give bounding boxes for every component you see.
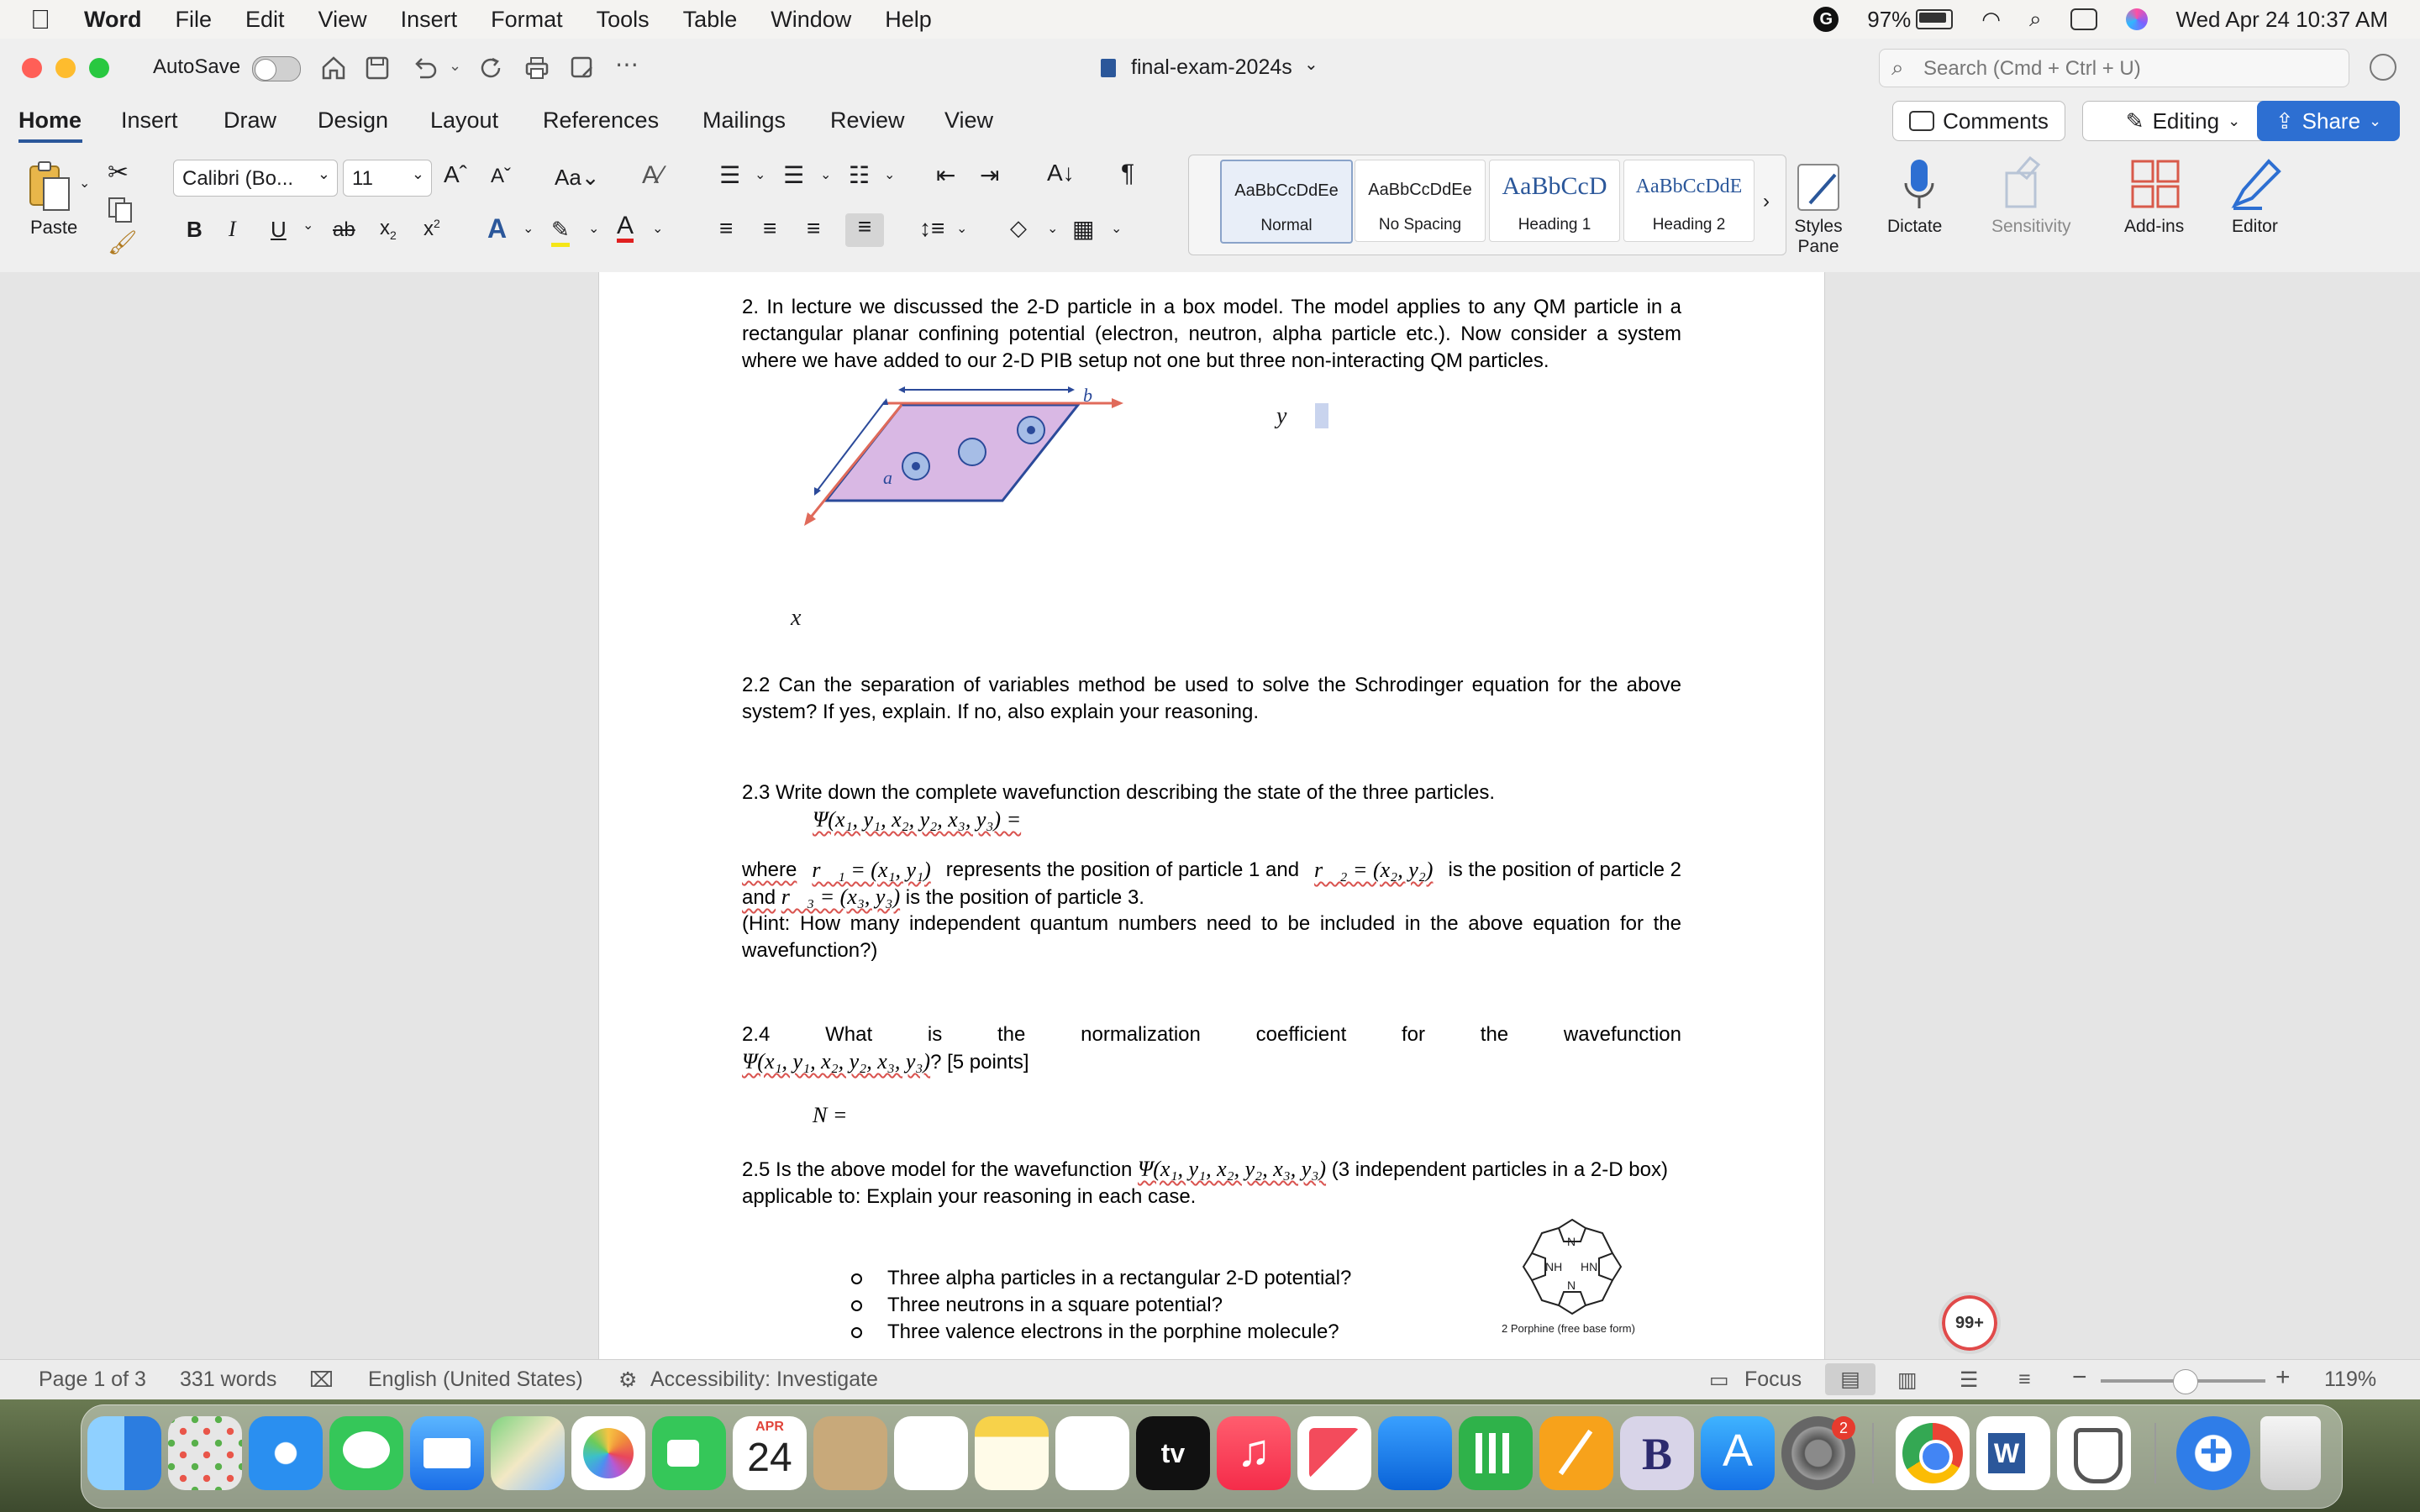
web-layout-view-icon[interactable]: ▥ bbox=[1897, 1368, 1918, 1392]
question-2-text[interactable]: 2. In lecture we discussed the 2-D particle in a box model. The model applies to any QM particle in a rectangular planar confining potential (electron, neutron, alpha particle etc.). Now consider a system where we have added to our 2-D PIB setup not one but three non-interacting QM particles. bbox=[742, 296, 1681, 372]
trash-icon[interactable] bbox=[2260, 1416, 2321, 1490]
superscript-icon[interactable]: $x^2$ bbox=[424, 217, 440, 240]
question-2-3-text[interactable]: 2.3 Write down the complete wavefunction describing the state of the three particles. bbox=[742, 781, 1496, 804]
menu-app-name[interactable]: Word bbox=[64, 6, 122, 32]
share-chevron-down-icon: ⌄ bbox=[2369, 112, 2382, 129]
r3-vector: r⃗₃ = (x₃, y₃) bbox=[781, 885, 901, 909]
menu-format[interactable]: Format bbox=[471, 6, 543, 32]
save-icon[interactable] bbox=[363, 54, 392, 82]
word-count[interactable]: 331 words bbox=[180, 1368, 277, 1391]
clock-datetime[interactable]: Wed Apr 24 10:37 AM bbox=[2175, 6, 2388, 32]
question-2-3-where-line1[interactable] bbox=[742, 857, 1681, 884]
figure-label-a: a bbox=[883, 467, 892, 488]
document-page[interactable] bbox=[598, 272, 1984, 1359]
grammarly-badge[interactable] bbox=[1939, 1292, 2001, 1354]
paste-dropdown-icon[interactable]: ⌄ bbox=[79, 176, 91, 191]
question-2-5-text[interactable] bbox=[742, 1156, 1681, 1210]
apple-tv-icon[interactable] bbox=[1136, 1416, 1210, 1490]
style-heading-1-preview: AaBbCcD bbox=[1502, 172, 1607, 200]
font-size-select[interactable] bbox=[343, 160, 432, 197]
porphine-caption: 2 Porphine (free base form) bbox=[1502, 1322, 1635, 1335]
font-color-icon[interactable]: A bbox=[617, 213, 634, 243]
add-ins-label[interactable]: Add-ins bbox=[2124, 217, 2185, 236]
multilevel-dropdown-icon[interactable]: ⌄ bbox=[884, 168, 896, 182]
q25-part-a: 2.5 Is the above model for the wavefunction bbox=[742, 1158, 1133, 1181]
where-text-3: is the position of particle 3. bbox=[905, 886, 1144, 909]
bullet-item[interactable] bbox=[851, 1292, 1351, 1319]
r2-vector: r⃗₂ = (x₂, y₂) bbox=[1314, 858, 1434, 882]
numbering-dropdown-icon[interactable]: ⌄ bbox=[820, 168, 832, 182]
news-icon[interactable] bbox=[1297, 1416, 1371, 1490]
bullet-text-alpha: Three alpha particles in a rectangular 2-D potential? bbox=[887, 1267, 1352, 1289]
underline-icon[interactable]: U bbox=[271, 217, 287, 242]
word-icon[interactable]: W bbox=[1976, 1416, 2050, 1490]
facetime-icon[interactable] bbox=[652, 1416, 726, 1490]
style-normal-preview: AaBbCcDdEe bbox=[1234, 181, 1339, 200]
sensitivity-icon[interactable] bbox=[2002, 156, 2052, 210]
question-2-3-psi[interactable]: Ψ(x₁, y₁, x₂, y₂, x₃, y₃) = bbox=[813, 807, 1022, 832]
style-normal[interactable] bbox=[1220, 160, 1353, 244]
dictate-label[interactable]: Dictate bbox=[1887, 217, 1943, 236]
text-effects-icon[interactable]: A bbox=[487, 213, 508, 244]
reminders-icon[interactable] bbox=[894, 1416, 968, 1490]
menu-help[interactable]: Help bbox=[865, 6, 912, 32]
styles-pane-icon[interactable] bbox=[1795, 160, 1845, 213]
porphine-n-bottom-label: N bbox=[1567, 1278, 1576, 1292]
bullet-item[interactable] bbox=[851, 1265, 1351, 1292]
font-name-select[interactable] bbox=[173, 160, 338, 197]
search-icon: ⌕ bbox=[1891, 55, 1904, 80]
figure-label-y: y bbox=[1276, 403, 1287, 429]
paste-icon[interactable] bbox=[25, 160, 76, 213]
tab-view[interactable]: View bbox=[944, 108, 994, 133]
bullet-circle-icon bbox=[851, 1300, 862, 1311]
justify-icon[interactable]: ≡ bbox=[845, 213, 884, 247]
proofing-icon[interactable]: ⌧ bbox=[309, 1368, 334, 1392]
contacts-icon[interactable] bbox=[813, 1416, 887, 1490]
underline-dropdown-icon[interactable]: ⌄ bbox=[302, 218, 314, 233]
change-case-icon[interactable]: Aa⌄ bbox=[555, 165, 600, 190]
grammarly-icon[interactable]: G bbox=[1813, 7, 1839, 32]
calendar-day: 24 bbox=[747, 1436, 792, 1480]
q24-points: ? [5 points] bbox=[930, 1051, 1029, 1074]
question-2-3-where-line2[interactable] bbox=[742, 884, 1681, 911]
increase-indent-icon[interactable]: ⇥ bbox=[980, 162, 1000, 188]
question-2-4-line2[interactable] bbox=[742, 1048, 1681, 1076]
question-2-2-text[interactable]: 2.2 Can the separation of variables method be used to solve the Schrodinger equation for the above system? If yes, explain. If no, also explain your reasoning. bbox=[742, 674, 1681, 723]
tab-review[interactable]: Review bbox=[830, 108, 905, 133]
bullet-list bbox=[851, 1265, 1351, 1346]
bullet-circle-icon bbox=[851, 1327, 862, 1338]
copy-icon[interactable] bbox=[106, 195, 134, 223]
wifi-icon[interactable]: ◠ bbox=[1981, 6, 2001, 32]
home-icon[interactable] bbox=[319, 54, 348, 82]
title-chevron-down-icon[interactable]: ⌄ bbox=[1304, 55, 1318, 74]
document-canvas[interactable] bbox=[0, 272, 2420, 1359]
tab-references[interactable]: References bbox=[543, 108, 660, 133]
tab-draw[interactable]: Draw bbox=[224, 108, 277, 133]
tab-home[interactable]: Home bbox=[18, 108, 82, 133]
styles-next-icon[interactable]: › bbox=[1763, 190, 1770, 213]
zoom-in-icon[interactable]: + bbox=[2275, 1363, 2291, 1391]
style-no-spacing-preview: AaBbCcDdEe bbox=[1368, 181, 1472, 199]
font-size-value: 11 bbox=[352, 167, 373, 190]
style-heading-1-name: Heading 1 bbox=[1518, 216, 1591, 234]
print-icon[interactable] bbox=[523, 54, 551, 82]
battery-icon[interactable] bbox=[1916, 9, 1953, 29]
multilevel-list-icon[interactable]: ☷ bbox=[849, 162, 871, 188]
pib-diagram bbox=[801, 380, 1154, 620]
editor-label[interactable]: Editor bbox=[2232, 217, 2278, 236]
figure-label-x: x bbox=[791, 605, 802, 631]
dock-divider-2 bbox=[2154, 1423, 2156, 1483]
photos-icon[interactable] bbox=[571, 1416, 645, 1490]
status-bar bbox=[0, 1359, 2420, 1400]
dock-divider bbox=[1872, 1423, 1874, 1483]
microphone-icon[interactable] bbox=[1901, 158, 1938, 213]
zoom-slider-thumb[interactable] bbox=[2173, 1369, 2198, 1394]
autosave-toggle[interactable] bbox=[252, 56, 301, 81]
ribbon-home bbox=[0, 153, 2420, 273]
messages-icon[interactable] bbox=[329, 1416, 403, 1490]
menu-tools[interactable]: Tools bbox=[576, 6, 629, 32]
decrease-indent-icon[interactable]: ⇤ bbox=[936, 162, 956, 188]
where-word: where bbox=[742, 858, 797, 881]
cursor-marker bbox=[1315, 403, 1328, 428]
tab-insert[interactable]: Insert bbox=[121, 108, 178, 133]
numbers-icon[interactable] bbox=[1459, 1416, 1533, 1490]
style-heading-2[interactable] bbox=[1623, 160, 1754, 242]
menu-bar bbox=[0, 0, 2420, 39]
search-box[interactable] bbox=[1879, 49, 2349, 87]
language-status[interactable]: English (United States) bbox=[368, 1368, 583, 1391]
freeform-icon[interactable] bbox=[1055, 1416, 1129, 1490]
clear-formatting-icon[interactable]: A∕ bbox=[642, 161, 664, 189]
numbering-icon[interactable]: ☰ bbox=[783, 162, 805, 188]
focus-icon[interactable]: ▭ bbox=[1709, 1368, 1729, 1392]
siri-icon[interactable] bbox=[2126, 8, 2148, 30]
editor-icon[interactable] bbox=[2228, 156, 2284, 212]
pages-icon[interactable] bbox=[1539, 1416, 1613, 1490]
ribbon-tabs bbox=[0, 99, 2420, 153]
style-no-spacing-name: No Spacing bbox=[1378, 216, 1462, 234]
safari-icon[interactable] bbox=[249, 1416, 323, 1490]
editing-label: Editing bbox=[2152, 108, 2220, 134]
window-titlebar bbox=[0, 39, 2420, 99]
strikethrough-icon[interactable]: ab bbox=[333, 218, 355, 241]
save-as-icon[interactable] bbox=[568, 54, 597, 82]
italic-icon[interactable]: I bbox=[229, 217, 236, 241]
figure-label-b: b bbox=[1083, 385, 1092, 406]
porphine-structure-image bbox=[1520, 1216, 1624, 1317]
maps-icon[interactable] bbox=[491, 1416, 565, 1490]
align-center-icon[interactable]: ≡ bbox=[763, 215, 777, 241]
styles-pane-label[interactable]: Styles Pane bbox=[1794, 217, 1843, 256]
zoom-window-button[interactable] bbox=[89, 58, 109, 78]
porphine-nh-label: NH bbox=[1545, 1260, 1563, 1273]
music-icon[interactable]: ♫ bbox=[1217, 1416, 1291, 1490]
style-no-spacing[interactable] bbox=[1355, 160, 1486, 242]
shrink-font-icon[interactable]: Aˇ bbox=[491, 165, 511, 187]
tab-design[interactable]: Design bbox=[318, 108, 389, 133]
share-button[interactable] bbox=[2257, 101, 2400, 141]
print-layout-view-icon[interactable]: ▤ bbox=[1825, 1363, 1876, 1395]
app-store-icon[interactable]: A bbox=[1701, 1416, 1775, 1490]
highlight-icon[interactable]: ✎ bbox=[551, 217, 570, 247]
subscript-icon[interactable]: $x_2$ bbox=[380, 217, 397, 242]
grammarly-badge-count: 99+ bbox=[1955, 1313, 1984, 1332]
tab-mailings[interactable]: Mailings bbox=[702, 108, 786, 133]
apple-icon[interactable] bbox=[30, 4, 50, 35]
page-count[interactable]: Page 1 of 3 bbox=[39, 1368, 146, 1391]
menu-file[interactable]: File bbox=[155, 6, 192, 32]
bullet-item[interactable] bbox=[851, 1319, 1351, 1346]
apple-tv-label: tv bbox=[1160, 1438, 1186, 1468]
system-settings-badge: 2 bbox=[1832, 1416, 1855, 1440]
finder-icon[interactable] bbox=[87, 1416, 161, 1490]
spotlight-search-icon[interactable]: ⌕ bbox=[2028, 6, 2042, 31]
align-right-icon[interactable]: ≡ bbox=[807, 215, 821, 241]
launchpad-icon[interactable] bbox=[168, 1416, 242, 1490]
document-title[interactable]: final-exam-2024s bbox=[1131, 55, 1292, 79]
share-icon: ⇪ bbox=[2275, 108, 2294, 134]
pencil-icon: ✎ bbox=[2125, 108, 2144, 134]
tab-home-underline bbox=[18, 139, 82, 143]
battery-percent: 97% bbox=[1867, 6, 1912, 32]
q24-psi: Ψ(x₁, y₁, x₂, y₂, x₃, y₃) bbox=[742, 1049, 931, 1074]
autosave-label: AutoSave bbox=[153, 55, 241, 78]
accessibility-status[interactable]: Accessibility: Investigate bbox=[650, 1368, 878, 1391]
font-size-chevron-icon: ⌄ bbox=[411, 165, 424, 182]
share-label: Share bbox=[2302, 108, 2361, 134]
bullets-icon[interactable]: ☰ bbox=[719, 162, 741, 188]
calendar-month: APR bbox=[755, 1420, 784, 1434]
shading-icon[interactable]: ◇ bbox=[1010, 215, 1027, 240]
sensitivity-label[interactable]: Sensitivity bbox=[1991, 217, 2071, 236]
style-normal-name: Normal bbox=[1260, 217, 1313, 234]
where-text-2: is the position of particle 2 bbox=[1448, 858, 1681, 881]
control-center-icon[interactable] bbox=[2070, 8, 2097, 30]
borders-dropdown-icon[interactable]: ⌄ bbox=[1111, 222, 1123, 236]
bold-icon[interactable]: B bbox=[187, 217, 203, 242]
cut-icon[interactable]: ✂ bbox=[108, 159, 129, 186]
bbedit-icon[interactable]: B bbox=[1620, 1416, 1694, 1490]
outline-view-icon[interactable]: ☰ bbox=[1960, 1368, 1979, 1392]
font-name-value: Calibri (Bo... bbox=[182, 167, 294, 190]
draft-view-icon[interactable]: ≡ bbox=[2018, 1368, 2031, 1391]
style-heading-2-name: Heading 2 bbox=[1652, 216, 1726, 234]
menu-insert[interactable]: Insert bbox=[380, 6, 438, 32]
chrome-icon[interactable] bbox=[1896, 1416, 1970, 1490]
question-2-4-line1[interactable]: 2.4 What is the normalization coefficient for the wavefunction bbox=[742, 1023, 1681, 1046]
line-spacing-icon[interactable]: ↕≡ bbox=[919, 215, 945, 241]
minimize-window-button[interactable] bbox=[55, 58, 76, 78]
question-2-3-hint[interactable]: (Hint: How many independent quantum numbers need to be included in the above equation for the wavefunction?) bbox=[742, 912, 1681, 962]
porphine-hn-label: HN bbox=[1581, 1260, 1598, 1273]
show-formatting-icon[interactable]: ¶ bbox=[1121, 160, 1135, 187]
normalization-n[interactable]: N = bbox=[813, 1103, 848, 1127]
bullet-text-porphine: Three valence electrons in the porphine molecule? bbox=[887, 1320, 1339, 1343]
grow-font-icon[interactable]: Aˆ bbox=[444, 161, 467, 187]
zoom-level[interactable]: 119% bbox=[2324, 1368, 2377, 1391]
borders-icon[interactable]: ▦ bbox=[1072, 216, 1095, 242]
close-window-button[interactable] bbox=[22, 58, 42, 78]
editing-chevron-down-icon: ⌄ bbox=[2228, 112, 2241, 129]
calendar-icon[interactable] bbox=[733, 1416, 807, 1490]
word-doc-icon bbox=[1101, 59, 1116, 77]
redo-icon[interactable] bbox=[477, 54, 506, 82]
comments-label: Comments bbox=[1943, 108, 2049, 134]
line-spacing-dropdown-icon[interactable]: ⌄ bbox=[956, 222, 968, 236]
menu-edit[interactable]: Edit bbox=[225, 6, 265, 32]
keynote-icon[interactable] bbox=[1378, 1416, 1452, 1490]
bullet-text-neutrons: Three neutrons in a square potential? bbox=[887, 1294, 1223, 1316]
bullets-dropdown-icon[interactable]: ⌄ bbox=[755, 168, 766, 182]
editing-button[interactable] bbox=[2082, 101, 2284, 141]
search-input[interactable]: Search (Cmd + Ctrl + U) bbox=[1923, 57, 2141, 80]
undo-icon[interactable] bbox=[410, 54, 439, 82]
notes-icon[interactable] bbox=[975, 1416, 1049, 1490]
r1-vector: r⃗₁ = (x₁, y₁) bbox=[812, 858, 931, 882]
style-heading-1[interactable] bbox=[1489, 160, 1620, 242]
q25-psi: Ψ(x₁, y₁, x₂, y₂, x₃, y₃) bbox=[1137, 1157, 1327, 1181]
more-options-icon[interactable]: ⋯ bbox=[615, 51, 639, 77]
highlight-dropdown-icon[interactable]: ⌄ bbox=[588, 222, 600, 236]
format-painter-icon[interactable]: 🖌 bbox=[108, 229, 138, 255]
account-icon[interactable] bbox=[2370, 54, 2396, 81]
porphine-n-top-label: N bbox=[1567, 1235, 1576, 1248]
paste-label[interactable]: Paste bbox=[30, 217, 78, 238]
q25-part-b: (3 independent particles in a 2-D box) applicable to: Explain your reasoning in each case. bbox=[742, 1158, 1668, 1208]
where-text-1: represents the position of particle 1 and bbox=[945, 858, 1300, 881]
style-heading-2-preview: AaBbCcDdE bbox=[1635, 176, 1743, 197]
menu-table[interactable]: Table bbox=[662, 6, 718, 32]
sort-icon[interactable]: A↓ bbox=[1047, 160, 1075, 186]
align-left-icon[interactable]: ≡ bbox=[719, 215, 734, 241]
shading-dropdown-icon[interactable]: ⌄ bbox=[1047, 222, 1059, 236]
and-word: and bbox=[742, 886, 776, 909]
add-ins-icon[interactable] bbox=[2129, 158, 2181, 210]
zoom-out-icon[interactable]: − bbox=[2072, 1363, 2087, 1391]
shield-icon[interactable] bbox=[2057, 1416, 2131, 1490]
bullet-circle-icon bbox=[851, 1273, 862, 1284]
tab-layout[interactable]: Layout bbox=[430, 108, 499, 133]
font-name-chevron-icon: ⌄ bbox=[317, 165, 330, 182]
downloads-icon[interactable]: + bbox=[2176, 1416, 2250, 1490]
comment-icon bbox=[1909, 111, 1934, 131]
mail-icon[interactable] bbox=[410, 1416, 484, 1490]
undo-dropdown-icon[interactable]: ⌄ bbox=[449, 57, 462, 74]
comments-button[interactable] bbox=[1892, 101, 2065, 141]
font-color-dropdown-icon[interactable]: ⌄ bbox=[652, 222, 664, 236]
focus-button[interactable]: Focus bbox=[1744, 1368, 1802, 1391]
text-effects-dropdown-icon[interactable]: ⌄ bbox=[523, 222, 534, 236]
menu-view[interactable]: View bbox=[297, 6, 347, 32]
menu-window[interactable]: Window bbox=[750, 6, 832, 32]
accessibility-icon: ⚙ bbox=[618, 1368, 638, 1392]
